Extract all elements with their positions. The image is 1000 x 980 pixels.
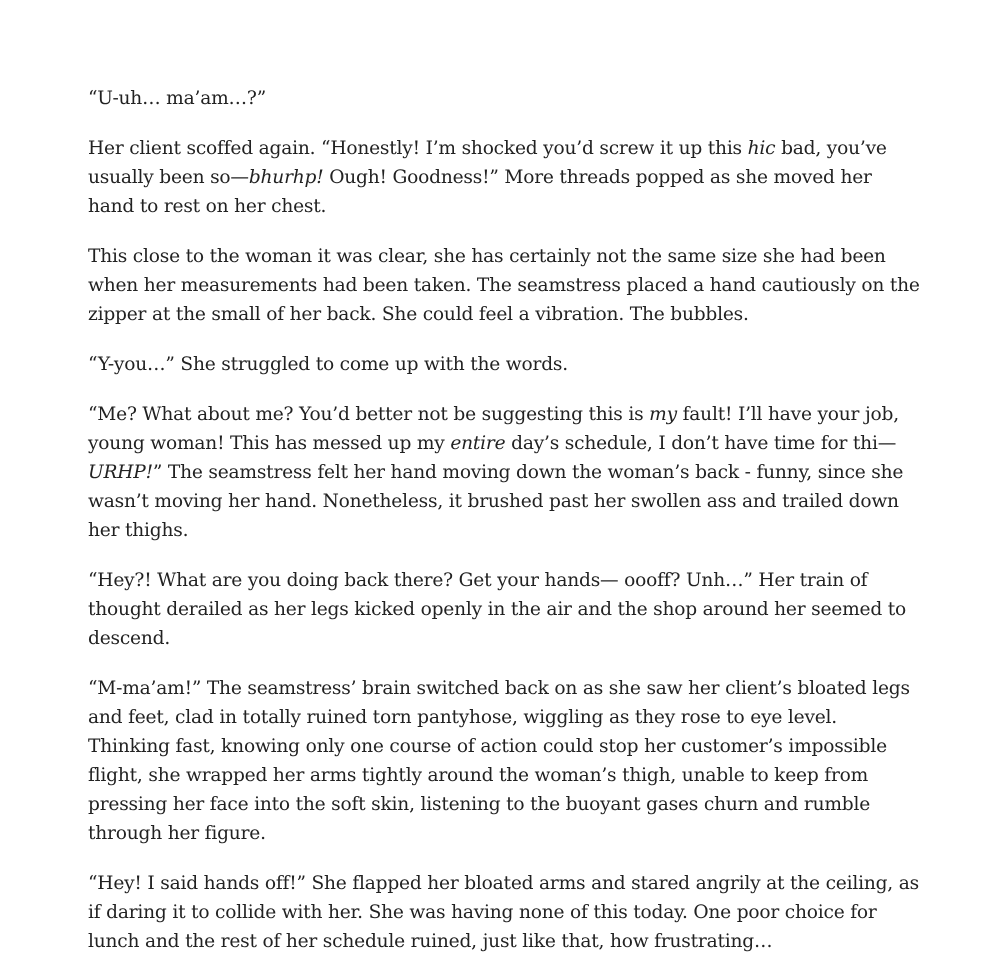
paragraph-text: bad, you’ve usually been so— (88, 138, 887, 188)
emphasis-text: URHP! (88, 462, 153, 483)
story-paragraph (88, 869, 923, 956)
paragraph-text: fault! I’ll have your job, young woman! This has messed up my (88, 404, 899, 454)
story-paragraph (88, 566, 923, 653)
paragraph-text: “Hey?! What are you doing back there? Get your hands— oooff? Unh…” Her train of thought derailed as her legs kicked openly in the air and the shop around her seemed to descend. (88, 570, 906, 649)
story-paragraph (88, 350, 923, 379)
story-page (88, 84, 923, 977)
emphasis-text: entire (450, 433, 506, 454)
emphasis-text: hic (747, 138, 776, 159)
paragraph-text: This close to the woman it was clear, she has certainly not the same size she had been when her measurements had been taken. The seamstress placed a hand cautiously on the zipper at the small of her back. She could feel a vibration. The bubbles. (88, 246, 920, 325)
paragraph-text: day’s schedule, I don’t have time for thi— (505, 433, 897, 454)
paragraph-text: “U-uh… ma’am…?” (88, 88, 266, 109)
story-paragraph (88, 400, 923, 545)
story-paragraph (88, 674, 923, 848)
paragraph-text: “Me? What about me? You’d better not be suggesting this is (88, 404, 650, 425)
paragraph-text: “Hey! I said hands off!” She flapped her bloated arms and stared angrily at the ceiling, as if daring it to collide with her. She was having none of this today. One poor choice for lunch and the rest of her schedule ruined, just like that, how frustrating… (88, 873, 919, 952)
emphasis-text: my (649, 404, 677, 425)
paragraph-text: Ough! Goodness!” More threads popped as she moved her hand to rest on her chest. (88, 167, 872, 217)
paragraph-text: Her client scoffed again. “Honestly! I’m shocked you’d screw it up this (88, 138, 748, 159)
paragraph-text: “M-ma’am!” The seamstress’ brain switched back on as she saw her client’s bloated legs and feet, clad in totally ruined torn pantyhose, wiggling as they rose to eye level. Thinking fast, knowing only one course of action could stop her customer’s impossible flight, she wrapped her arms tightly around the woman’s thigh, unable to keep from pressing her face into the soft skin, listening to the buoyant gases churn and rumble through her figure. (88, 678, 910, 844)
story-paragraph (88, 242, 923, 329)
story-paragraph (88, 134, 923, 221)
emphasis-text: bhurhp! (248, 167, 324, 188)
paragraph-text: “Y-you…” She struggled to come up with the words. (88, 354, 568, 375)
story-paragraph (88, 84, 923, 113)
paragraph-text: ” The seamstress felt her hand moving down the woman’s back - funny, since she wasn’t moving her hand. Nonetheless, it brushed past her swollen ass and trailed down her thighs. (88, 462, 904, 541)
